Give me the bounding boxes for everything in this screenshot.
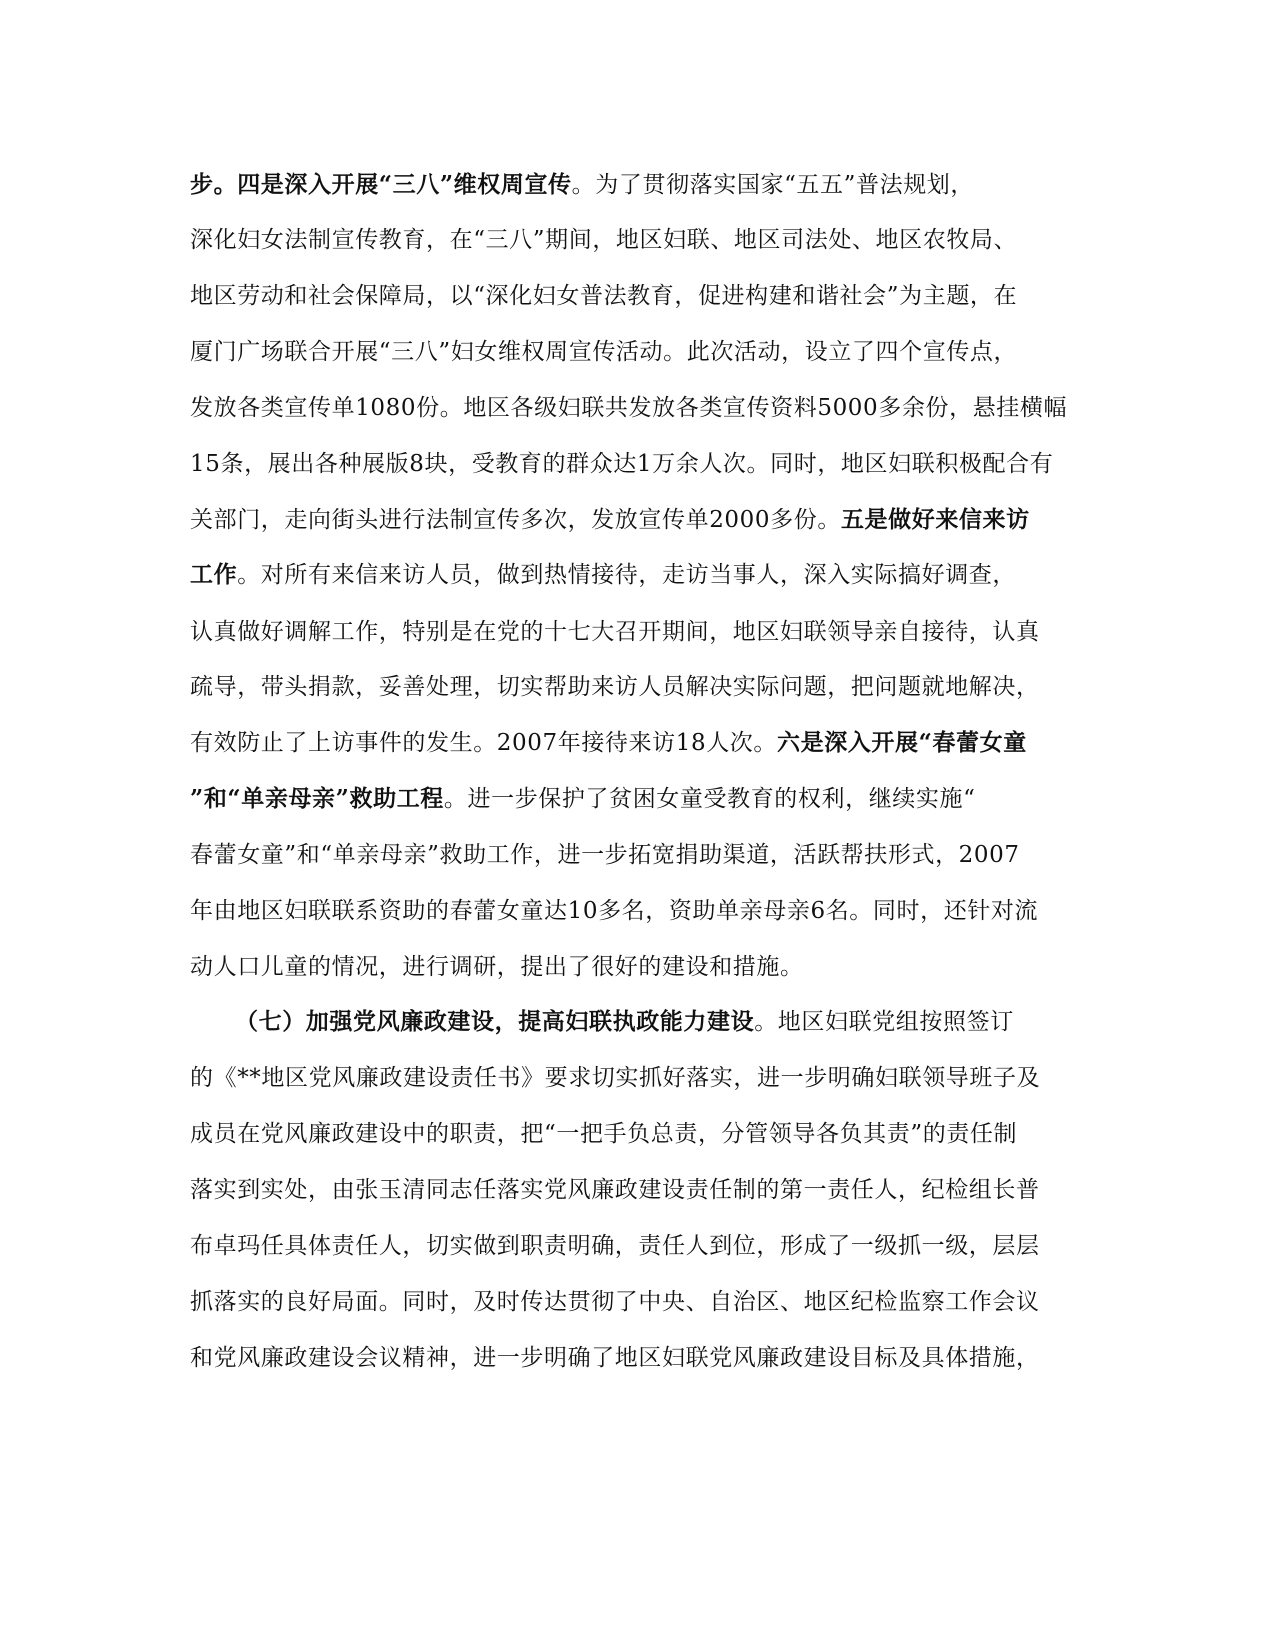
paragraph-line xyxy=(190,835,1090,875)
bold-heading-text: 五是做好来信来访 xyxy=(840,506,1030,533)
body-text: 地区劳动和社会保障局，以“深化妇女普法教育，促进构建和谐社会”为主题，在 xyxy=(190,283,1018,309)
section-heading-line xyxy=(235,1002,1135,1042)
body-text: 成员在党风廉政建设中的职责，把“一把手负总责，分管领导各负其责”的责任制 xyxy=(190,1121,1018,1147)
body-text: 。进一步保护了贫困女童受教育的权利，继续实施“ xyxy=(443,786,976,812)
bold-heading-text: 六是深入开展“春蕾女童 xyxy=(777,729,1027,756)
paragraph-line xyxy=(190,1058,1090,1098)
body-text: 认真做好调解工作，特别是在党的十七大召开期间，地区妇联领导亲自接待，认真 xyxy=(190,619,1040,645)
body-text: 的《**地区党风廉政建设责任书》要求切实抓好落实，进一步明确妇联领导班子及 xyxy=(190,1065,1041,1091)
bold-heading-text: ”和“单亲母亲”救助工程 xyxy=(190,785,444,812)
bold-heading-text: 步。四是深入开展“三八”维权周宣传 xyxy=(190,171,572,198)
paragraph-line xyxy=(190,779,1090,819)
body-text: 有效防止了上访事件的发生。2007年接待来访18人次。 xyxy=(190,730,777,756)
body-text: 和党风廉政建设会议精神，进一步明确了地区妇联党风廉政建设目标及具体措施， xyxy=(190,1345,1040,1371)
body-text: 落实到实处，由张玉清同志任落实党风廉政建设责任制的第一责任人，纪检组长普 xyxy=(190,1177,1040,1203)
body-text: 年由地区妇联联系资助的春蕾女童达10多名，资助单亲母亲6名。同时，还针对流 xyxy=(190,898,1039,924)
paragraph-line xyxy=(190,165,1090,205)
paragraph-line xyxy=(190,1226,1090,1266)
paragraph-line xyxy=(190,667,1090,707)
paragraph-line xyxy=(190,723,1090,763)
body-text: 关部门，走向街头进行法制宣传多次，发放宣传单2000多份。 xyxy=(190,507,841,533)
paragraph-line xyxy=(190,1170,1090,1210)
body-text: 。地区妇联党组按照签订 xyxy=(754,1009,1014,1035)
body-text: 深化妇女法制宣传教育，在“三八”期间，地区妇联、地区司法处、地区农牧局、 xyxy=(190,227,1018,253)
paragraph-line xyxy=(190,220,1090,260)
body-text: 15条，展出各种展版8块，受教育的群众达1万余人次。同时，地区妇联积极配合有 xyxy=(190,451,1054,477)
body-text: 。对所有来信来访人员，做到热情接待，走访当事人，深入实际搞好调查， xyxy=(237,562,1017,588)
paragraph-line xyxy=(190,612,1090,652)
paragraph-line xyxy=(190,388,1090,428)
paragraph-line xyxy=(190,947,1090,987)
body-text: 发放各类宣传单1080份。地区各级妇联共发放各类宣传资料5000多余份，悬挂横幅 xyxy=(190,395,1068,421)
body-text: 动人口儿童的情况，进行调研，提出了很好的建设和措施。 xyxy=(190,954,804,980)
paragraph-line xyxy=(190,891,1090,931)
bold-heading-text: 工作 xyxy=(190,561,238,588)
paragraph-line xyxy=(190,500,1090,540)
paragraph-line xyxy=(190,1338,1090,1378)
body-text: 疏导，带头捐款，妥善处理，切实帮助来访人员解决实际问题，把问题就地解决， xyxy=(190,674,1040,700)
paragraph-line xyxy=(190,444,1090,484)
section-heading: （七）加强党风廉政建设，提高妇联执政能力建设 xyxy=(235,1008,755,1035)
body-text: 布卓玛任具体责任人，切实做到职责明确，责任人到位，形成了一级抓一级，层层 xyxy=(190,1233,1040,1259)
paragraph-line xyxy=(190,332,1090,372)
body-text: 。为了贯彻落实国家“五五”普法规划， xyxy=(571,172,974,198)
body-text: 抓落实的良好局面。同时，及时传达贯彻了中央、自治区、地区纪检监察工作会议 xyxy=(190,1289,1040,1315)
paragraph-line xyxy=(190,555,1090,595)
body-text: 厦门广场联合开展“三八”妇女维权周宣传活动。此次活动，设立了四个宣传点， xyxy=(190,339,1018,365)
body-text: 春蕾女童”和“单亲母亲”救助工作，进一步拓宽捐助渠道，活跃帮扶形式，2007 xyxy=(190,842,1020,868)
paragraph-line xyxy=(190,276,1090,316)
paragraph-line xyxy=(190,1282,1090,1322)
paragraph-line xyxy=(190,1114,1090,1154)
